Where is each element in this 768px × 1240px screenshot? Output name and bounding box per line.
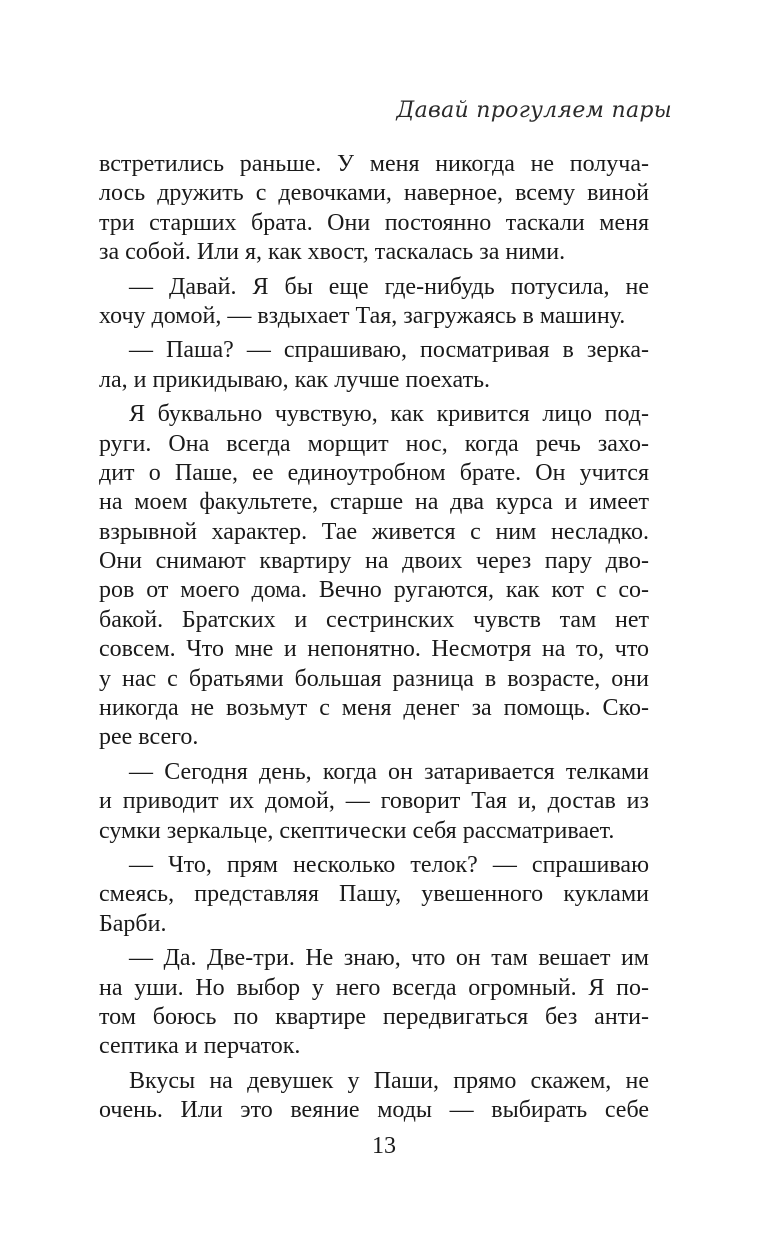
text-line: очень. Или это веяние моды — выбирать себе: [99, 1097, 649, 1124]
text-line: — Сегодня день, когда он затаривается телками: [129, 758, 649, 785]
text-line: смеясь, представляя Пашу, увешенного куклами: [99, 881, 649, 908]
text-line: за собой. Или я, как хвост, таскалась за ними.: [99, 239, 566, 266]
text-line: Я буквально чувствую, как кривится лицо под-: [129, 401, 649, 428]
paragraph: [99, 851, 649, 939]
text-line: Они снимают квартиру на двоих через пару дво-: [99, 548, 649, 575]
paragraph: [99, 758, 649, 846]
text-line: взрывной характер. Тае живется с ним несладко.: [99, 518, 649, 545]
text-line: — Да. Две-три. Не знаю, что он там вешает им: [129, 945, 649, 972]
page-text: [99, 150, 649, 1126]
text-line: — Что, прям несколько телок? — спрашиваю: [129, 851, 649, 878]
text-line: сумки зеркальце, скептически себя рассматривает.: [99, 817, 615, 844]
text-line: и приводит их домой, — говорит Тая и, достав из: [99, 788, 649, 815]
text-line: совсем. Что мне и непонятно. Несмотря на то, что: [99, 636, 649, 663]
text-line: ла, и прикидываю, как лучше поехать.: [99, 366, 491, 393]
text-line: Барби.: [99, 910, 167, 937]
text-line: на моем факультете, старше на два курса и имеет: [99, 489, 649, 516]
text-line: у нас с братьями большая разница в возрасте, они: [99, 665, 649, 692]
paragraph: [99, 150, 649, 268]
text-line: хочу домой, — вздыхает Тая, загружаясь в машину.: [99, 302, 626, 329]
text-line: ров от моего дома. Вечно ругаются, как кот с со-: [99, 577, 649, 604]
text-line: — Паша? — спрашиваю, посматривая в зерка-: [129, 337, 649, 364]
paragraph: [99, 336, 649, 395]
text-line: бакой. Братских и сестринских чувств там нет: [99, 606, 649, 633]
text-line: на уши. Но выбор у него всегда огромный. Я по-: [99, 974, 649, 1001]
text-line: септика и перчаток.: [99, 1033, 301, 1060]
paragraph: [99, 1067, 649, 1126]
paragraph: [99, 273, 649, 332]
text-line: лось дружить с девочками, наверное, всему виной: [99, 180, 649, 207]
text-line: встретились раньше. У меня никогда не получа-: [99, 151, 649, 177]
text-line: рее всего.: [99, 724, 199, 751]
page-number: 13: [372, 1133, 396, 1159]
text-line: — Давай. Я бы еще где-нибудь потусила, не: [129, 273, 649, 300]
text-line: три старших брата. Они постоянно таскали меня: [99, 209, 649, 236]
text-line: руги. Она всегда морщит нос, когда речь захо-: [99, 430, 649, 457]
text-line: никогда не возьмут с меня денег за помощь. Ско-: [99, 695, 649, 722]
text-line: дит о Паше, ее единоутробном брате. Он учится: [99, 459, 649, 486]
paragraph: [99, 400, 649, 753]
text-line: Вкусы на девушек у Паши, прямо скажем, не: [129, 1067, 649, 1094]
paragraph: [99, 944, 649, 1062]
running-title: Давай прогуляем пары: [396, 98, 672, 123]
text-line: том боюсь по квартире передвигаться без анти-: [99, 1003, 649, 1030]
